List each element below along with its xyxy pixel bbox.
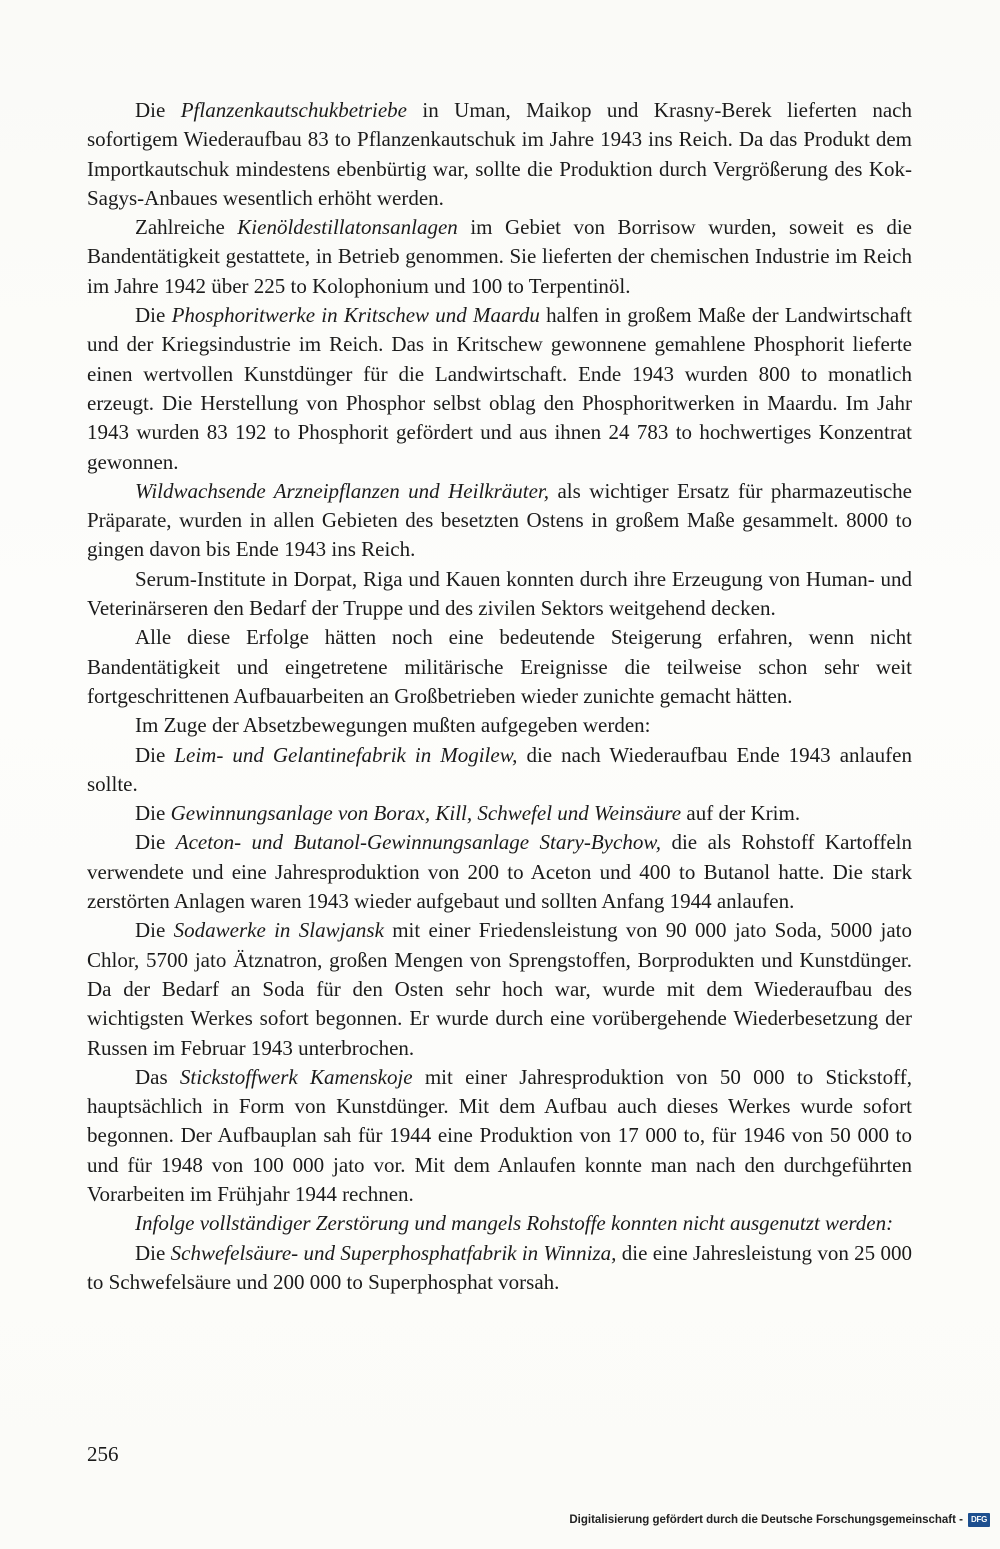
italic-term: Sodawerke in Slawjansk — [173, 918, 384, 943]
italic-term: Leim- und Gelantinefabrik in Mogilew, — [174, 742, 518, 767]
paragraph-text: Die — [135, 918, 174, 943]
paragraph-text: Alle diese Erfolge hätten noch eine bedeutende Steigerung erfahren, wenn nicht Bandentätigkeit und eingetretene militärische Ereignisse die teilweise schon sehr weit fortgeschrittenen Aufbauarbeiten an Großbetrieben wieder zunichte gemacht hätten. — [87, 625, 912, 708]
paragraph-text: Die — [135, 742, 175, 767]
paragraph — [87, 1063, 912, 1209]
paragraph-text: Serum-Institute in Dorpat, Riga und Kauen konnten durch ihre Erzeugung von Human- und Veterinärseren den Bedarf der Truppe und des zivilen Sektors weitgehend decken. — [87, 566, 912, 621]
paragraph-text: Zahlreiche — [135, 215, 238, 240]
body-text — [87, 96, 912, 1297]
digitization-credit — [569, 1513, 990, 1527]
paragraph — [87, 301, 912, 477]
italic-term: Gewinnungsanlage von Borax, Kill, Schwefel und Weinsäure — [170, 801, 682, 826]
paragraph — [87, 477, 912, 565]
page-number: 256 — [87, 1442, 119, 1466]
credit-text: Digitalisierung gefördert durch die Deutsche Forschungsgemeinschaft - — [569, 1514, 963, 1526]
italic-term: Pflanzenkautschukbetriebe — [180, 98, 407, 122]
paragraph-text: Die — [135, 303, 172, 328]
italic-term: Stickstoffwerk Kamenskoje — [179, 1064, 413, 1089]
paragraph-text: Das — [135, 1064, 180, 1089]
paragraph — [87, 623, 912, 711]
paragraph-text: in Uman, Maikop und Krasny-Berek lieferten nach sofortigem Wiederaufbau 83 to Pflanzenkautschuk im Jahre 1943 ins Reich. Da das Produkt dem Importkautschuk mindestens ebenbürtig war, sollte die Produktion durch Vergrößerung des Kok-Sagys-Anbaues wesentlich erhöht werden. — [87, 98, 912, 210]
paragraph — [87, 828, 912, 916]
dfg-logo-icon: DFG — [968, 1513, 990, 1527]
paragraph-text: Die — [135, 1240, 171, 1265]
paragraph — [87, 565, 912, 624]
italic-term: Kienöldestillatonsanlagen — [237, 215, 458, 240]
paragraph — [87, 916, 912, 1062]
paragraph-text: Die — [135, 830, 176, 855]
italic-term: Schwefelsäure- und Superphosphatfabrik in Winniza, — [170, 1240, 617, 1265]
paragraph-text: im Gebiet von Borrisow wurden, soweit es die Bandentätigkeit gestattete, in Betrieb genommen. Sie lieferten der chemischen Industrie im Reich im Jahre 1942 über 225 to Kolophonium und 100 to Terpentinöl. — [87, 215, 912, 298]
italic-term: Aceton- und Butanol-Gewinnungsanlage Stary-Bychow, — [175, 830, 662, 855]
italic-term: Infolge vollständiger Zerstörung und mangels Rohstoffe konnten nicht ausgenutzt werden: — [135, 1211, 894, 1236]
paragraph-text: die als Rohstoff Kartoffeln verwendete und eine Jahresproduktion von 200 to Aceton und 400 to Butanol hatte. Die stark zerstörten Anlagen waren 1943 wieder aufgebaut und sollten Anfang 1944 anlaufen. — [87, 830, 912, 914]
paragraph — [87, 96, 912, 213]
paragraph-text: Die — [135, 98, 181, 122]
paragraph — [87, 799, 912, 828]
italic-term: Phosphoritwerke in Kritschew und Maardu — [171, 303, 540, 328]
paragraph-text: halfen in großem Maße der Landwirtschaft und der Kriegsindustrie im Reich. Das in Kritschew gewonnene gemahlene Phosphorit lieferte einen wertvollen Kunstdünger für die Landwirtschaft. Ende 1943 wurden 800 to monatlich erzeugt. Die Herstellung von Phosphor selbst oblag den Phosphoritwerken in Maardu. Im Jahr 1943 wurden 83 192 to Phosphorit gefördert und aus ihnen 24 783 to hochwertiges Konzentrat gewonnen. — [87, 303, 913, 474]
paragraph-text: als wichtiger Ersatz für pharmazeutische Präparate, wurden in allen Gebieten des besetzten Ostens in großem Maße gesammelt. 8000 to gingen davon bis Ende 1943 ins Reich. — [87, 478, 912, 562]
paragraph — [87, 1209, 912, 1238]
paragraph-text: auf der Krim. — [681, 801, 801, 826]
paragraph-text: mit einer Jahresproduktion von 50 000 to Stickstoff, hauptsächlich in Form von Kunstdünger. Mit dem Aufbau auch dieses Werkes wurde sofort begonnen. Der Aufbauplan sah für 1944 eine Produktion von 17 000 to, für 1946 von 50 000 to und für 1948 von 100 000 jato vor. Mit dem Anlaufen konnte man nach den durchgeführten Vorarbeiten im Frühjahr 1944 rechnen. — [87, 1064, 913, 1206]
italic-term: Wildwachsende Arzneipflanzen und Heilkräuter, — [135, 478, 550, 503]
paragraph-text: Die — [135, 801, 171, 826]
paragraph-text: Im Zuge der Absetzbewegungen mußten aufgegeben werden: — [135, 713, 651, 738]
paragraph — [87, 1239, 912, 1298]
paragraph-text: die eine Jahresleistung von 25 000 to Schwefelsäure und 200 000 to Superphosphat vorsah. — [87, 1240, 912, 1294]
paragraph — [87, 741, 912, 800]
paragraph-text: die nach Wiederaufbau Ende 1943 anlaufen sollte. — [87, 742, 912, 796]
paragraph — [87, 213, 912, 301]
paragraph-text: mit einer Friedensleistung von 90 000 jato Soda, 5000 jato Chlor, 5700 jato Ätznatron, großen Mengen von Sprengstoffen, Borprodukten und Kunstdünger. Da der Bedarf an Soda für den Osten sehr hoch war, wurde mit dem Wiederaufbau des wichtigsten Werkes sofort begonnen. Er wurde durch eine vorübergehende Wiederbesetzung der Russen im Februar 1943 unterbrochen. — [87, 918, 912, 1060]
paragraph — [87, 711, 912, 740]
